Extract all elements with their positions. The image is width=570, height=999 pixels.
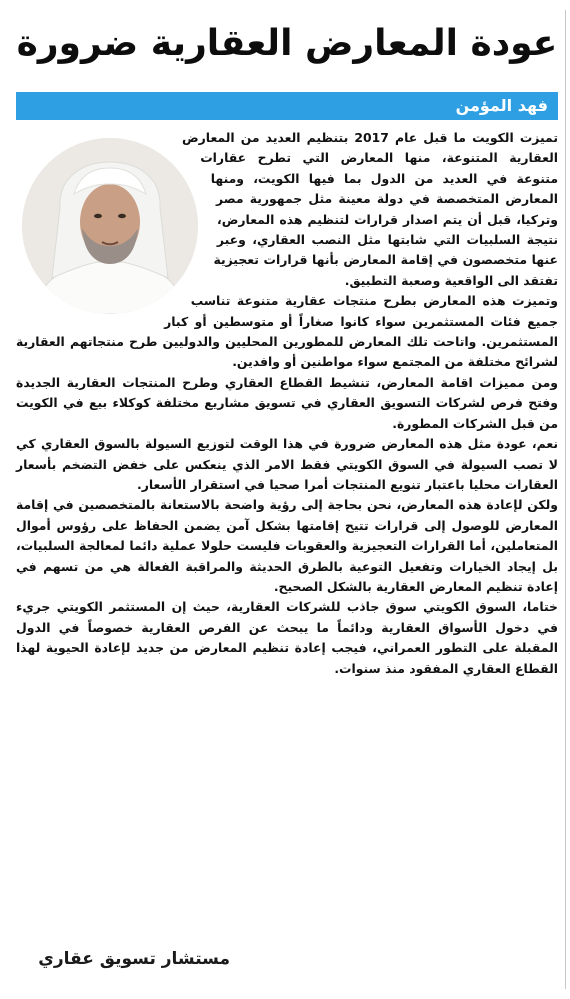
paragraph-2: وتميزت هذه المعارض بطرح منتجات عقارية متنوعة تناسب جميع فئات المستثمرين سواء كانوا صغاراً أو متوسطين أو كبار المستثمرين. واتاحت تلك المعارض للمطورين المحليين والدوليين طرح منتجاتهم العقارية لشرائح مختلفة من المجتمع سواء مواطنين أو وافدين. xyxy=(16,293,558,370)
paragraph-3: ومن مميزات اقامة المعارض، تنشيط القطاع العقاري وطرح المنتجات العقارية الجديدة وفتح فرص لشركات التسويق العقاري في تسويق مشاريع مختلفة كوكلاء بيع في الكويت من قبل الشركات المطورة. xyxy=(16,374,558,431)
author-name: فهد المؤمن xyxy=(455,96,548,115)
article-body xyxy=(16,128,558,679)
author-bar xyxy=(16,92,558,120)
paragraph-5: ولكن لإعادة هذه المعارض، نحن بحاجة إلى رؤية واضحة بالاستعانة بالمتخصصين في إقامة المعارض للوصول إلى قرارات تتيح إقامتها بشكل آمن يضمن الحفاظ على رؤوس أموال المتعاملين، أما القرارات التعجيزية والعقوبات فليست حلولا عملية دائما لمعالجة السلبيات، بل إيجاد الخيارات وتفعيل التوعية بالطرق الحديثة والمراقبة الفعالة هي من تسهم في إعادة تنظيم المعارض العقارية بالشكل الصحيح. xyxy=(16,497,558,594)
author-photo xyxy=(22,138,198,314)
paragraph-1: تميزت الكويت ما قبل عام 2017 بتنظيم العديد من المعارض العقارية المتنوعة، منها المعارض التي تطرح عقارات متنوعة في العديد من الدول بما فيها الكويت، ومنها المعارض المتخصصة في دولة معينة مثل جمهورية مصر وتركيا، قبل أن يتم اصدار قرارات لتنظيم هذه المعارض، نتيجة السلبيات التي شابتها مثل النصب العقاري، وعبر عنها متخصصون في إقامة المعارض بأنها قرارات تعجيزية تفتقد الى الواقعية وصعبة التطبيق. xyxy=(181,130,558,288)
article-headline: عودة المعارض العقارية ضرورة xyxy=(16,23,558,64)
paragraph-4: نعم، عودة مثل هذه المعارض ضرورة في هذا الوقت لتوزيع السيولة بالسوق العقاري كي لا تصب السيولة في السوق الكويتي فقط الامر الذي ينعكس على خفض التضخم بأسعار العقارات محليا باعتبار تنويع المنتجات أمرا صحيا في استقرار الأسعار. xyxy=(16,436,558,492)
author-title: مستشار تسويق عقاري xyxy=(38,949,230,969)
author-portrait-image xyxy=(22,138,198,314)
paragraph-6: ختاما، السوق الكويتي سوق جاذب للشركات العقارية، حيث إن المستثمر الكويتي جريء في دخول الأسواق العقارية ودائماً ما يبحث عن الفرص العقارية خصوصاً في الدول المقبلة على التطور العمراني، فيجب إعادة تنظيم المعارض من جديد لإعادة الحيوية لهذا القطاع العقاري المفقود منذ سنوات. xyxy=(16,599,558,676)
column-divider xyxy=(565,10,566,989)
